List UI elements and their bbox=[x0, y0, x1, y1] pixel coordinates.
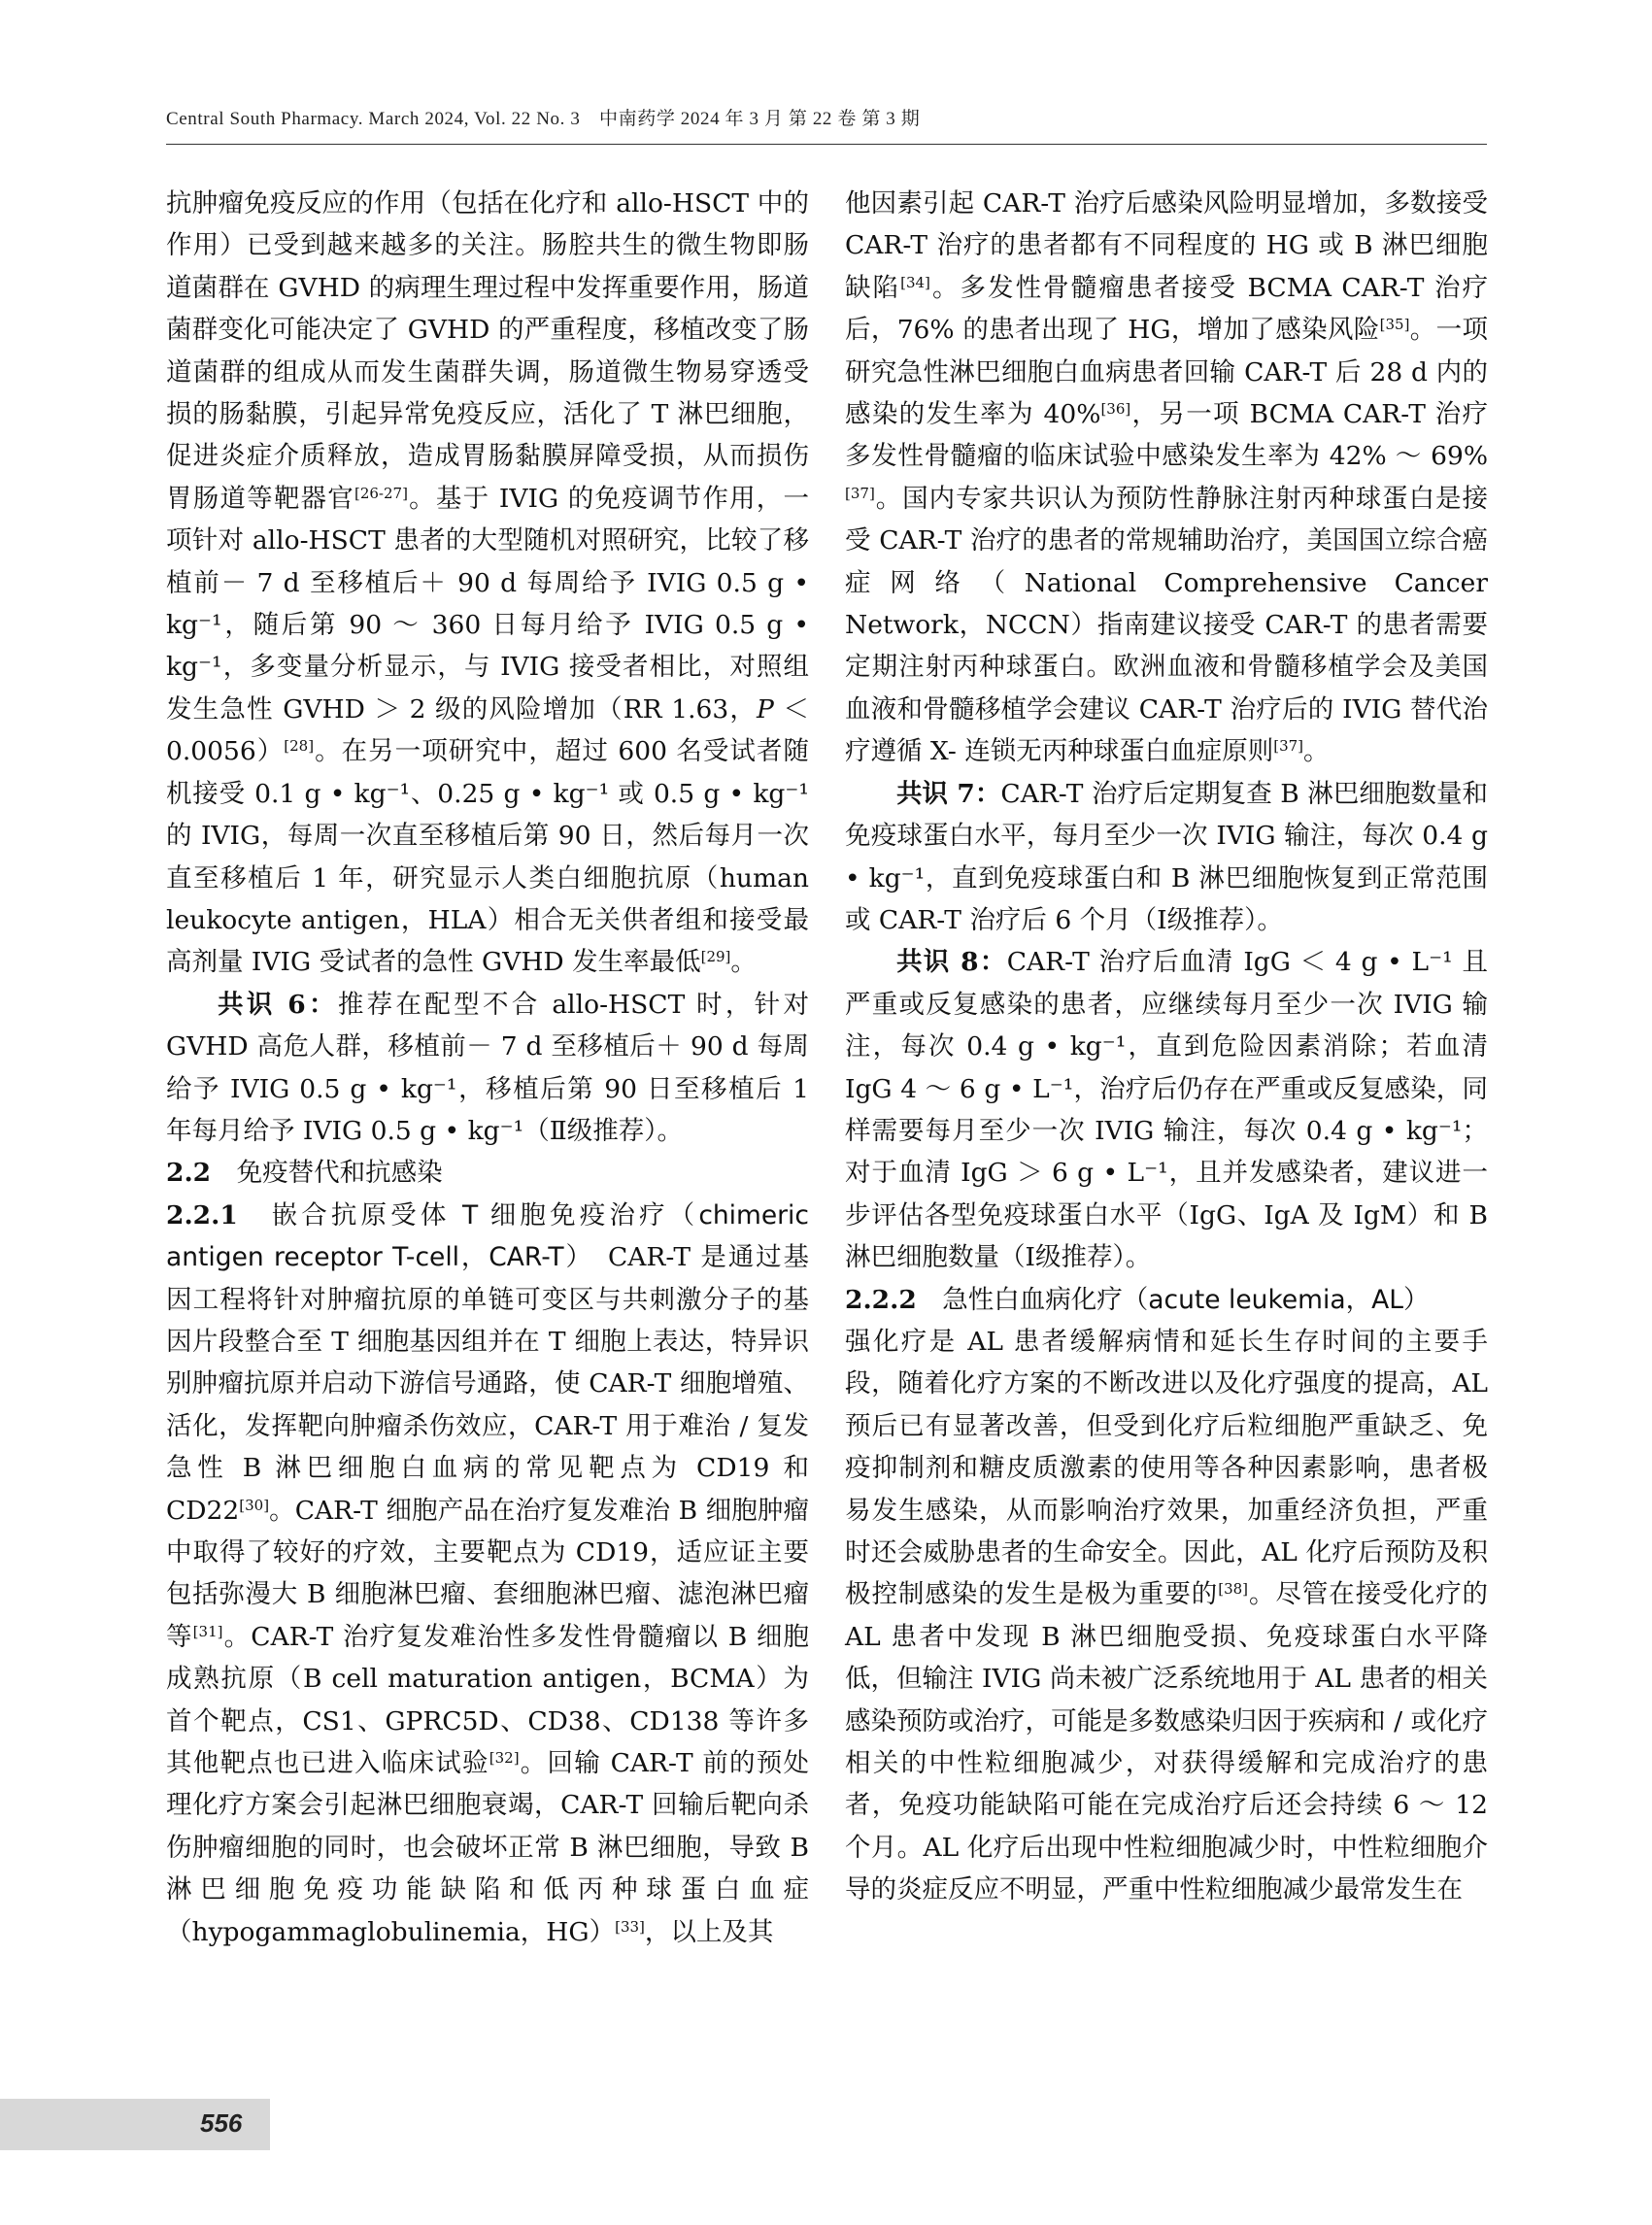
running-header: Central South Pharmacy. March 2024, Vol. 22 No. 3 中南药学 2024 年 3 月 第 22 卷 第 3 期 bbox=[166, 109, 921, 129]
citation: [31] bbox=[192, 1622, 223, 1640]
citation: [26-27] bbox=[354, 484, 408, 502]
section-number: 2.2 bbox=[166, 1158, 212, 1189]
citation: [37] bbox=[1273, 737, 1304, 756]
text-run: 。多发性骨髓瘤患者接受 BCMA CAR-T 治疗后，76% 的患者出现了 HG，增加了感染风险 bbox=[845, 272, 1489, 346]
citation: [38] bbox=[1218, 1580, 1249, 1599]
paragraph-gvhd-microbiota bbox=[166, 183, 809, 984]
section-heading-2-2 bbox=[166, 1152, 809, 1194]
text-run: 。一项研究急性淋巴细胞白血病患者回输 CAR-T 后 28 d 内的感染的发生率为 40% bbox=[845, 315, 1488, 430]
section-title: 急性白血病化疗（acute leukemia，AL） bbox=[942, 1284, 1430, 1315]
section-2-2-2 bbox=[845, 1279, 1488, 1911]
text-run: 。国内专家共识认为预防性静脉注射丙种球蛋白是接受 CAR-T 治疗的患者的常规辅助治疗，美国国立综合癌症网络（National Comprehensive Cancer Network，NCCN）指南建议接受 CAR-T 的患者需要定期注射丙种球蛋白。欧洲血液和骨髓移植学会及美国血液和骨髓移植学会建议 CAR-T 治疗后的 IVIG 替代治疗遵循 X- 连锁无丙种球蛋白血症原则 bbox=[845, 483, 1488, 767]
citation: [34] bbox=[900, 273, 930, 291]
left-column bbox=[166, 183, 809, 1953]
header-rule bbox=[166, 144, 1487, 145]
citation: [32] bbox=[489, 1749, 520, 1768]
consensus-label: 共识 6： bbox=[218, 989, 338, 1020]
text-run: CAR-T 是通过基因工程将针对肿瘤抗原的单链可变区与共刺激分子的基因片段整合至 T 细胞基因组并在 T 细胞上表达，特异识别肿瘤抗原并启动下游信号通路，使 CAR-T 细胞增殖、活化，发挥靶向肿瘤杀伤效应，CAR-T 用于难治 / 复发急性 B 淋巴细胞白血病的常见靶点为 CD19 和 CD22 bbox=[166, 1242, 809, 1526]
section-title: 嵌合抗原受体 T 细胞免疫治疗（chimeric antigen receptor T-cell，CAR-T） bbox=[166, 1199, 809, 1273]
text-run: 。尽管在接受化疗的 AL 患者中发现 B 淋巴细胞受损、免疫球蛋白水平降低，但输注 IVIG 尚未被广泛系统地用于 AL 患者的相关感染预防或治疗，可能是多数感染归因于疾病和 / 或化疗相关的中性粒细胞减少，对获得缓解和完成治疗的患者，免疫功能缺陷可能在完成治疗后还会持续 6 ～ 12 个月。AL 化疗后出现中性粒细胞减少时，中性粒细胞介导的炎症反应不明显，严重中性粒细胞减少最常发生在 bbox=[845, 1579, 1489, 1905]
section-number: 2.2.2 bbox=[845, 1284, 917, 1315]
right-column bbox=[845, 183, 1488, 1911]
citation: [29] bbox=[700, 948, 731, 966]
citation: [36] bbox=[1100, 400, 1131, 419]
citation: [28] bbox=[284, 737, 315, 756]
paragraph-car-t-infection bbox=[845, 183, 1488, 773]
text-run: ，另一项 BCMA CAR-T 治疗多发性骨髓瘤的临床试验中感染发生率为 42% ～ 69% bbox=[845, 399, 1488, 472]
text-run: 。CAR-T 细胞产品在治疗复发难治 B 细胞肿瘤中取得了较好的疗效，主要靶点为 CD19，适应证主要包括弥漫大 B 细胞淋巴瘤、套细胞淋巴瘤、滤泡淋巴瘤等 bbox=[166, 1495, 809, 1652]
citation: [37] bbox=[845, 484, 875, 502]
p-value-symbol: P bbox=[757, 693, 774, 725]
text-run: 。 bbox=[1303, 736, 1330, 767]
section-number: 2.2.1 bbox=[166, 1199, 238, 1230]
section-2-2-1 bbox=[166, 1195, 809, 1953]
text-run: 。在另一项研究中，超过 600 名受试者随机接受 0.1 g • kg⁻¹、0.25 g • kg⁻¹ 或 0.5 g • kg⁻¹ 的 IVIG，每周一次直至移植后第 90 日，然后每月一次直至移植后 1 年，研究显示人类白细胞抗原（human leukocyte antigen，HLA）相合无关供者组和接受最高剂量 IVIG 受试者的急性 GVHD 发生率最低 bbox=[166, 736, 809, 978]
citation: [30] bbox=[239, 1496, 270, 1514]
consensus-text: CAR-T 治疗后定期复查 B 淋巴细胞数量和免疫球蛋白水平，每月至少一次 IVIG 输注，每次 0.4 g • kg⁻¹，直到免疫球蛋白和 B 淋巴细胞恢复到正常范围或 CAR-T 治疗后 6 个月（Ⅰ级推荐）。 bbox=[845, 778, 1489, 935]
section-title: 免疫替代和抗感染 bbox=[236, 1158, 443, 1189]
text-run: ，以上及其 bbox=[644, 1916, 774, 1947]
text-run: 。基于 IVIG 的免疫调节作用，一项针对 allo-HSCT 患者的大型随机对照研究，比较了移植前－ 7 d 至移植后＋ 90 d 每周给予 IVIG 0.5 g • kg⁻¹，随后第 90 ～ 360 日每月给予 IVIG 0.5 g • kg⁻¹，多变量分析显示，与 IVIG 接受者相比，对照组发生急性 GVHD ＞ 2 级的风险增加（RR 1.63， bbox=[166, 483, 809, 725]
consensus-8 bbox=[845, 941, 1488, 1278]
text-run: 。CAR-T 治疗复发难治性多发性骨髓瘤以 B 细胞成熟抗原（B cell maturation antigen，BCMA）为首个靶点，CS1、GPRC5D、CD38、CD138 等许多其他靶点也已进入临床试验 bbox=[166, 1621, 810, 1779]
consensus-text: CAR-T 治疗后血清 IgG ＜ 4 g • L⁻¹ 且严重或反复感染的患者，应继续每月至少一次 IVIG 输注，每次 0.4 g • kg⁻¹，直到危险因素消除；若血清 IgG 4 ～ 6 g • L⁻¹，治疗后仍存在严重或反复感染，同样需要每月至少一次 IVIG 输注，每次 0.4 g • kg⁻¹；对于血清 IgG ＞ 6 g • L⁻¹，且并发感染者，建议进一步评估各型免疫球蛋白水平（IgG、IgA 及 IgM）和 B 淋巴细胞数量（Ⅰ级推荐）。 bbox=[845, 947, 1488, 1273]
text-run: 。回输 CAR-T 前的预处理化疗方案会引起淋巴细胞衰竭，CAR-T 回输后靶向杀伤肿瘤细胞的同时，也会破坏正常 B 淋巴细胞，导致 B 淋巴细胞免疫功能缺陷和低丙种球蛋白血症（hypogammaglobulinemia，HG） bbox=[166, 1748, 810, 1947]
consensus-6 bbox=[166, 984, 809, 1153]
text-run: 。 bbox=[730, 947, 757, 978]
consensus-7 bbox=[845, 773, 1488, 942]
text-run: 强化疗是 AL 患者缓解病情和延长生存时间的主要手段，随着化疗方案的不断改进以及化疗强度的提高，AL 预后已有显著改善，但受到化疗后粒细胞严重缺乏、免疫抑制剂和糖皮质激素的使用等各种因素影响，患者极易发生感染，从而影响治疗效果，加重经济负担，严重时还会威胁患者的生命安全。因此，AL 化疗后预防及积极控制感染的发生是极为重要的 bbox=[845, 1326, 1488, 1610]
consensus-label: 共识 8： bbox=[896, 947, 1007, 978]
consensus-label: 共识 7： bbox=[896, 778, 1001, 809]
text-run: ＜ 0.0056） bbox=[166, 693, 809, 767]
text-run: 他因素引起 CAR-T 治疗后感染风险明显增加，多数接受 CAR-T 治疗的患者都有不同程度的 HG 或 B 淋巴细胞缺陷 bbox=[845, 188, 1488, 303]
page-number: 556 bbox=[200, 2108, 243, 2138]
citation: [35] bbox=[1379, 316, 1410, 334]
consensus-text: 推荐在配型不合 allo-HSCT 时，针对 GVHD 高危人群，移植前－ 7 d 至移植后＋ 90 d 每周给予 IVIG 0.5 g • kg⁻¹，移植后第 90 日至移植后 1 年每月给予 IVIG 0.5 g • kg⁻¹（Ⅱ级推荐）。 bbox=[166, 989, 809, 1146]
citation: [33] bbox=[615, 1917, 645, 1936]
text-run: 抗肿瘤免疫反应的作用（包括在化疗和 allo-HSCT 中的作用）已受到越来越多的关注。肠腔共生的微生物即肠道菌群在 GVHD 的病理生理过程中发挥重要作用，肠道菌群变化可能决定了 GVHD 的严重程度，移植改变了肠道菌群的组成从而发生菌群失调，肠道微生物易穿透受损的肠黏膜，引起异常免疫反应，活化了 T 淋巴细胞，促进炎症介质释放，造成胃肠黏膜屏障受损，从而损伤胃肠道等靶器官 bbox=[166, 188, 809, 514]
